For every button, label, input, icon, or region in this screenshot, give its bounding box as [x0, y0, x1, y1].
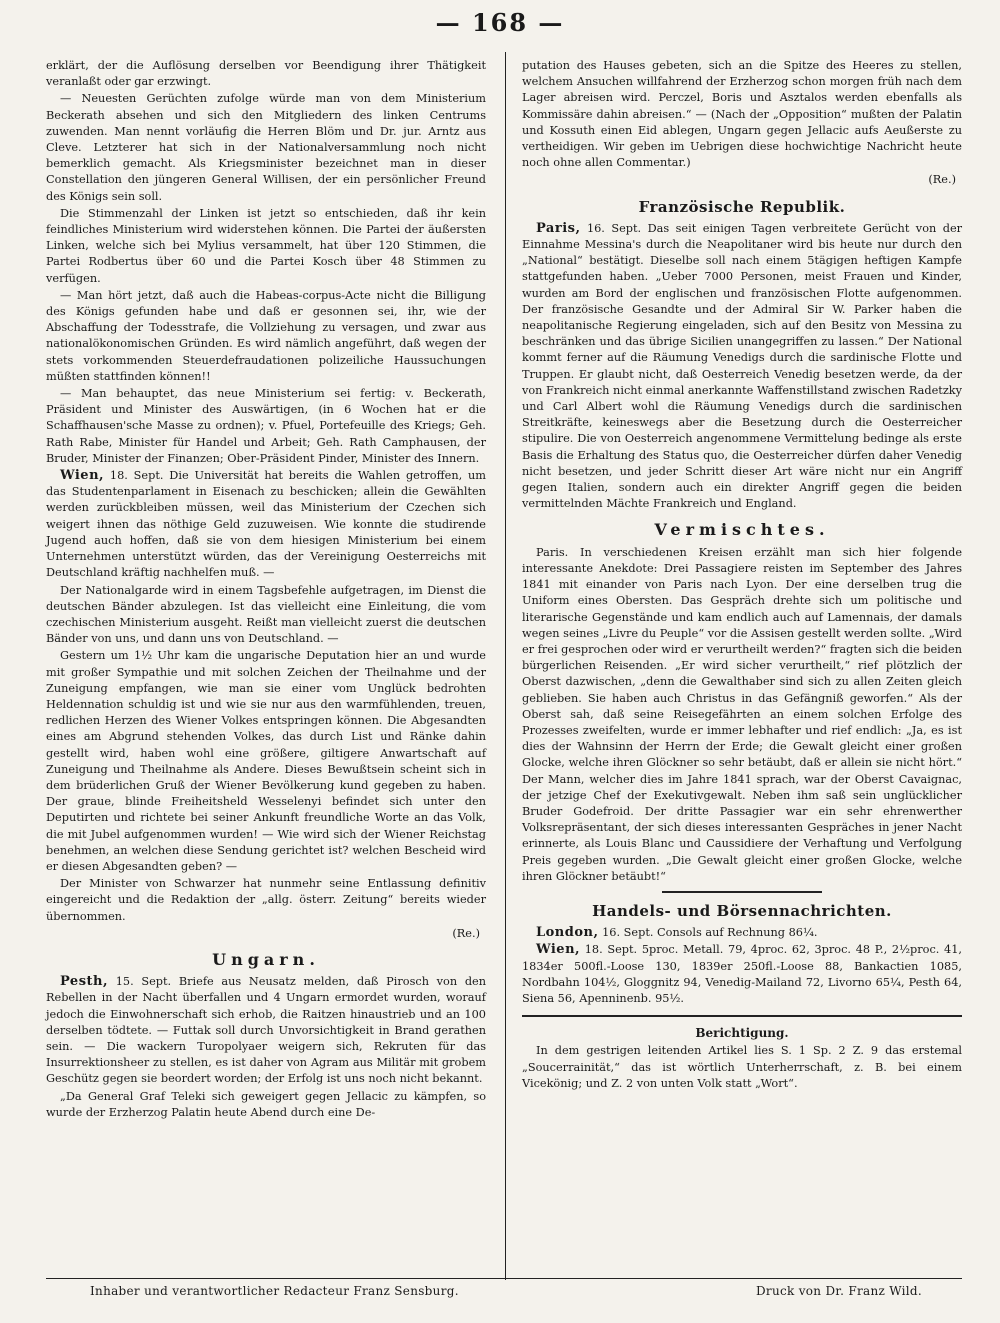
dateline-wien-market: Wien, — [536, 942, 581, 958]
article-wien — [46, 468, 486, 581]
left-column — [46, 58, 486, 1122]
article-paris — [522, 221, 962, 513]
footer-printer: Druck von Dr. Franz Wild. — [756, 1284, 922, 1298]
section-heading-berichtigung: Berichtigung. — [695, 1026, 789, 1041]
market-wien — [522, 942, 962, 1007]
section-heading-vermischtes: Vermischtes. — [654, 520, 830, 540]
paragraph: — Man hört jetzt, daß auch die Habeas-corpus-Acte nicht die Billigung des Königs gefunden habe und daß er gesonnen sei, ihr, wie der Abschaffung der Todesstrafe, die Vollziehung zu versagen, und zwar aus nationalökonomischen Gründen. Es wird nämlich angeführt, daß wegen der stets vorkommenden Steuerdefraudationen polizeiliche Haussuchungen müßten stattfinden können!! — [46, 288, 486, 383]
article-pesth — [46, 974, 486, 1087]
paragraph: Paris. In verschiedenen Kreisen erzählt man sich hier folgende interessante Anekdote: Drei Passagiere reisten im September des Jahres 1841 mit einander von Paris nach Lyon. Der eine derselben trug die Uniform eines Obersten. Das Gespräch drehte sich um politische und literarische Gegenstände und kam endlich auch auf Lamennais, der damals wegen seines „Livre du Peuple“ vor die Assisen gestellt werden sollte. „Wird er frei gesprochen oder wird er verurtheilt werden?“ fragten sich die beiden bürgerlichen Reisenden. „Er wird sicher verurtheilt,“ rief plötzlich der Oberst dazwischen, „denn die Gewalthaber sind sich zu allen Zeiten gleich geblieben. Sie haben auch Christus in das Gefängniß geworfen.“ Als der Oberst sah, daß seine Reisegefährten an einem solchen Erfolge des Prozesses zweifelten, wurde er immer lebhafter und rief endlich: „Ja, es ist dies der Wahnsinn der Herrn der Erde; die Gewalt gleicht einer großen Glocke, welche ihren Glöckner so sehr betäubt, daß er allein sie nicht hört.“ Der Mann, welcher dies im Jahre 1841 sprach, war der Oberst Cavaignac, der jetzige Chef der Exekutivgewalt. Neben ihm saß sein unglücklicher Bruder Godefroid. Der dritte Passagier war ein sehr ehrenwerther Volksrepräsentant, der sich dieses interessanten Gespräches in jener Nacht erinnerte, als Louis Blanc und Caussidiere der Verhaftung und Verfolgung Preis gegeben wurden. „Die Gewalt gleicht einer großen Glocke, welche ihren Glöckner betäubt!“ — [522, 545, 962, 883]
dateline-paris: Paris, — [536, 220, 581, 236]
paragraph: Gestern um 1½ Uhr kam die ungarische Deputation hier an und wurde mit großer Sympathie und mit solchen Zeichen der Theilnahme und der Zuneigung empfangen, wie man sie einer vom Unglück bedrohten Heldennation schuldig ist und wie sie nur aus den warmfühlenden, treuen, redlichen Herzen des Wiener Volkes entspringen können. Die Abgesandten eines am Abgrund stehenden Volkes, das durch List und Ränke dahin gestellt wird, haben wohl eine größere, giltigere Anwartschaft auf Zuneigung und Theilnahme als Andere. Dieses Bewußtsein scheint sich in dem brüderlichen Gruß der Wiener Bevölkerung kund gegeben zu haben. Der graue, blinde Freiheitsheld Wesselenyi befindet sich unter den Deputirten und richtete bei seiner Ankunft freundliche Worte an das Volk, die mit Jubel aufgenommen wurden! — Wie wird sich der Wiener Reichstag benehmen, an welchen diese Sendung gerichtet ist? welchen Bescheid wird er diesen Abgesandten geben? — — [46, 649, 486, 873]
page-number: — 168 — — [435, 8, 565, 37]
paragraph: In dem gestrigen leitenden Artikel lies S. 1 Sp. 2 Z. 9 das erstemal „Soucerrainität,“ das ist wörtlich Unterherrschaft, z. B. bei einem Vicekönig; und Z. 2 von unten Volk statt „Wort“. — [522, 1044, 962, 1090]
paragraph: Der Minister von Schwarzer hat nunmehr seine Entlassung definitiv eingereicht und die Redaktion der „allg. österr. Zeitung“ bereits wieder übernommen. — [46, 877, 486, 923]
market-text-wien: 18. Sept. 5proc. Metall. 79, 4proc. 62, 3proc. 48 P., 2½proc. 41, 1834er 500fl.-Loose 130, 1839er 250fl.-Loose 88, Bankactien 1085, Nordbahn 104½, Gloggnitz 94, Venedig-Mailand 72, Livorno 65¼, Pesth 64, Siena 56, Apenninenb. 95½. — [522, 943, 963, 1005]
divider — [662, 891, 822, 893]
paragraph: Die Universität hat bereits die Wahlen getroffen, um das Studentenparlament in Eisenach zu beschicken; allein die Gewählten werden zurückbleiben müssen, weil das Ministerium der Czechen sich weigert ihnen das nöthige Geld zuzuweisen. Wie konnte die studirende Jugend auch hoffen, daß sie von dem hiesigen Ministerium bei einem Unternehmen unterstützt würden, das der Vereinigung Oesterreichs mit Deutschland kräftig nachhelfen muß. — — [46, 469, 486, 580]
section-heading-ungarn: Ungarn. — [212, 949, 320, 969]
signature: (Re.) — [452, 926, 480, 940]
footer — [46, 1284, 962, 1306]
paragraph: Der Nationalgarde wird in einem Tagsbefehle aufgetragen, im Dienst die deutschen Bänder abzulegen. Ist das vielleicht eine Einleitung, die vom czechischen Ministerium ausgeht. Reißt man vielleicht zuerst die deutschen Bänder von uns, und dann uns von Deutschland. — — [46, 583, 486, 646]
footer-rule — [46, 1278, 962, 1279]
paragraph: — Man behauptet, das neue Ministerium sei fertig: v. Beckerath, Präsident und Minister des Auswärtigen, (in 6 Wochen hat er die Schaffhausen'sche Masse zu ordnen); v. Pfuel, Portefeuille des Kriegs; Geh. Rath Rabe, Minister für Handel und Arbeit; Geh. Rath Camphausen, der Bruder, Minister der Finanzen; Ober-Präsident Pinder, Minister des Innern. — [46, 387, 486, 465]
paragraph: Die Stimmenzahl der Linken ist jetzt so entschieden, daß ihr kein feindliches Ministerium wird widerstehen können. Die Partei der äußersten Linken, welche sich bei Mylius versammelt, hat über 120 Stimmen, die Partei Rodbertus über 60 und die Partei Kosch über 48 Stimmen zu verfügen. — [46, 206, 486, 285]
market-text-london: 16. Sept. Consols auf Rechnung 86¼. — [602, 926, 818, 940]
date-paris: 16. Sept. — [586, 221, 642, 235]
date-pesth: 15. Sept. — [115, 975, 172, 989]
section-heading-handel: Handels- und Börsennachrichten. — [592, 901, 892, 920]
paragraph: Briefe aus Neusatz melden, daß Pirosch von den Rebellen in der Nacht überfallen und 4 Ungarn ermordet wurden, worauf jedoch die Einwohnerschaft sich erhob, die Raitzen hinaustrieb und an 100 derselben tödtete. — Futtak soll durch Unvorsichtigkeit in Brand gerathen sein. — Die wackern Turopolyaer weigern sich, Rekruten für das Insurrektionsheer zu stellen, es ist daher von Agram aus Militär mit grobem Geschütz gegen sie beordert worden; der Erfolg ist uns noch nicht bekannt. — [46, 975, 487, 1086]
dateline-london: London, — [536, 925, 599, 941]
paragraph: — Neuesten Gerüchten zufolge würde man von dem Ministerium Beckerath absehen und sich den Mitgliedern des linken Centrums zuwenden. Man nennt vorläufig die Herren Blöm und Dr. jur. Arntz aus Cleve. Letzterer hat sich in der Nationalversammlung noch nicht bemerklich gemacht. Als Kriegsminister bezeichnet man in dieser Constellation den jüngeren General Willisen, der ein persönlicher Freund des Königs sein soll. — [46, 92, 486, 203]
dateline-pesth: Pesth, — [60, 974, 108, 990]
paragraph: erklärt, der die Auflösung derselben vor Beendigung ihrer Thätigkeit veranlaßt oder gar erzwingt. — [46, 59, 486, 89]
dateline-wien: Wien, — [60, 468, 105, 484]
paragraph: „Da General Graf Teleki sich geweigert gegen Jellacic zu kämpfen, so wurde der Erzherzog Palatin heute Abend durch eine De- — [46, 1089, 486, 1119]
paragraph: Das seit einigen Tagen verbreitete Gerücht von der Einnahme Messina's durch die Neapolitaner wird bis heute nur durch den „National“ bestätigt. Dieselbe soll nach einem 5tägigen heftigen Kampfe stattgefunden haben. „Ueber 7000 Personen, meist Frauen und Kinder, wurden am Bord der englischen und französischen Flotte aufgenommen. Der französische Gesandte und der Admiral Sir W. Parker haben die neapolitanische Regierung eingeladen, sich auf den Besitz von Messina zu beschränken und das übrige Sicilien unangegriffen zu lassen.“ Der National kommt ferner auf die Räumung Venedigs durch die sardinische Flotte und Truppen. Er glaubt nicht, daß Oesterreich Venedig besetzen werde, da der von Frankreich nicht einmal anerkannte Waffenstillstand zwischen Radetzky und Carl Albert wohl die Räumung Venedigs durch die sardinischen Streitkräfte, keineswegs aber die Besetzung durch die Oesterreicher stipulire. Die von Oesterreich angenommene Vermittelung bedinge als erste Basis die Erhaltung des Status quo, die Oesterreicher dürfen daher Venedig nicht besetzen, und jeder Schritt dieser Art wäre nicht nur ein Angriff gegen Italien, sondern auch ein direkter Angriff gegen die beiden vermittelnden Mächte Frankreich und England. — [522, 221, 963, 511]
divider — [522, 1015, 962, 1017]
date-wien: 18. Sept. — [109, 469, 164, 483]
signature: (Re.) — [928, 173, 956, 187]
paragraph: putation des Hauses gebeten, sich an die Spitze des Heeres zu stellen, welchem Ansuchen willfahrend der Erzherzog schon morgen früh nach dem Lager abreisen wird. Perczel, Boris und Asztalos werden ebenfalls als Kommissäre dahin abreisen.“ — (Nach der „Opposition“ mußten der Palatin und Kossuth einen Eid ablegen, Ungarn gegen Jellacic aufs Aeußerste zu vertheidigen. Wir geben im Uebrigen diese hochwichtige Nachricht heute noch ohne allen Commentar.) — [522, 59, 962, 170]
section-heading-frankreich: Französische Republik. — [638, 197, 846, 216]
footer-publisher: Inhaber und verantwortlicher Redacteur Franz Sensburg. — [90, 1284, 459, 1298]
column-divider — [505, 52, 506, 1280]
market-london — [522, 925, 962, 941]
right-column — [522, 58, 962, 1093]
